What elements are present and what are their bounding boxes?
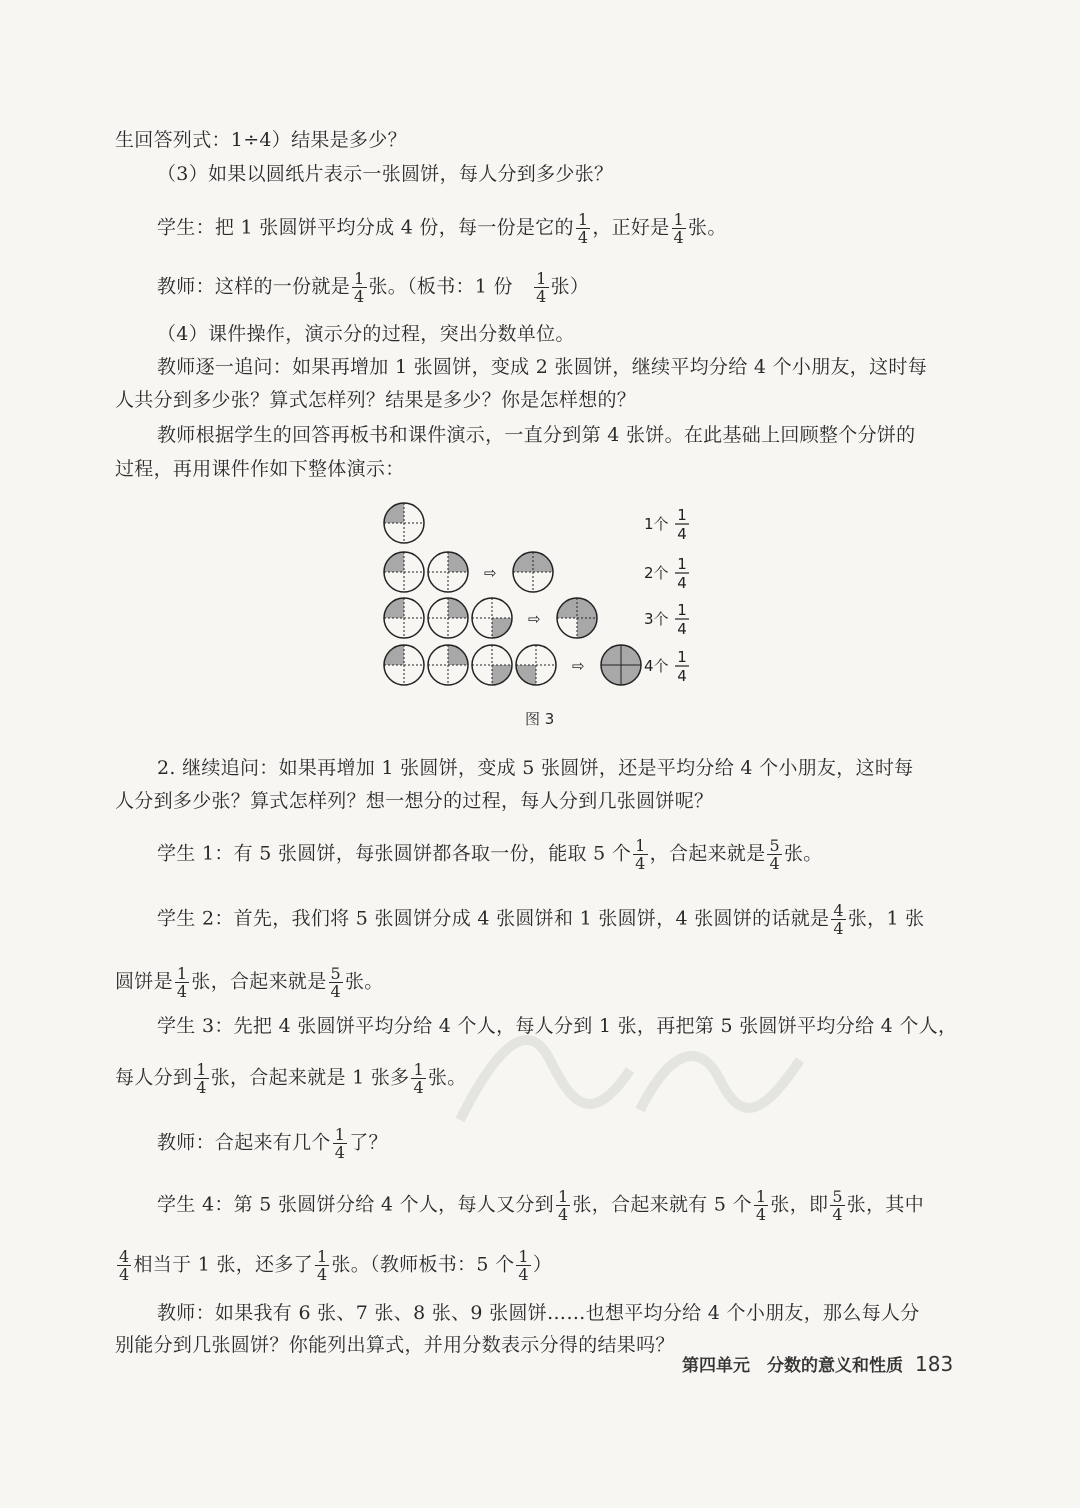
fraction bbox=[175, 965, 189, 1000]
text-line bbox=[115, 456, 405, 482]
text-line bbox=[157, 1126, 388, 1161]
fraction bbox=[315, 1248, 329, 1283]
text-line bbox=[115, 965, 384, 1000]
text-line bbox=[157, 354, 927, 380]
figure-caption: 图 3 bbox=[525, 710, 555, 728]
text-run: 圆饼是 bbox=[115, 970, 173, 993]
text-run: 过程，再用课件作如下整体演示： bbox=[115, 458, 405, 480]
numerator: 1 bbox=[557, 1187, 569, 1206]
page-number: 183 bbox=[915, 1352, 954, 1376]
numerator: 1 bbox=[196, 1060, 207, 1079]
fraction bbox=[516, 1248, 530, 1283]
numerator: 1 bbox=[536, 269, 547, 288]
count-label: 1个 bbox=[644, 515, 669, 533]
numerator: 4 bbox=[119, 1247, 130, 1266]
denominator: 4 bbox=[673, 228, 685, 247]
figure-pie-division bbox=[378, 500, 708, 696]
numerator: 4 bbox=[833, 901, 844, 920]
numerator: 1 bbox=[577, 210, 589, 229]
pie-circle bbox=[384, 503, 424, 543]
pie-circle bbox=[516, 645, 556, 685]
text-run: ） bbox=[532, 1253, 553, 1276]
fraction bbox=[194, 1061, 208, 1096]
text-run: 学生 4：第 5 张圆饼分给 4 个人，每人又分到 bbox=[157, 1193, 554, 1216]
pie-circle bbox=[428, 645, 468, 685]
numerator: 1 bbox=[176, 964, 188, 983]
text-line bbox=[115, 788, 713, 814]
fraction bbox=[352, 270, 366, 305]
denominator: 4 bbox=[119, 1265, 130, 1284]
denominator: 4 bbox=[196, 1078, 207, 1097]
numerator: 1 bbox=[635, 836, 646, 855]
text-run: 学生：把 1 张圆饼平均分成 4 份，每一份是它的 bbox=[157, 216, 574, 239]
denominator: 4 bbox=[176, 982, 188, 1001]
text-run: 张，合起来就有 5 个 bbox=[572, 1193, 752, 1216]
text-line bbox=[115, 1332, 675, 1358]
fraction bbox=[633, 837, 647, 872]
text-line bbox=[115, 387, 636, 413]
denominator: 4 bbox=[354, 287, 365, 306]
fraction bbox=[672, 211, 686, 246]
text-run: 了？ bbox=[349, 1131, 388, 1154]
unit-title: 第四单元 分数的意义和性质 bbox=[682, 1356, 903, 1376]
fraction bbox=[831, 902, 845, 937]
page-footer bbox=[682, 1351, 953, 1376]
publisher-watermark bbox=[440, 1000, 840, 1150]
text-run: ，正好是 bbox=[592, 216, 670, 239]
text-run: 张。（板书：1 份 bbox=[368, 275, 533, 298]
denominator: 4 bbox=[832, 1205, 843, 1224]
numerator: 5 bbox=[769, 836, 780, 855]
combined-pie-circle bbox=[601, 645, 641, 685]
denominator: 4 bbox=[316, 1265, 328, 1284]
text-run: 张。 bbox=[344, 970, 384, 993]
denominator: 4 bbox=[755, 1205, 767, 1224]
numerator: 1 bbox=[316, 1247, 328, 1266]
text-run: 教师：这样的一份就是 bbox=[157, 275, 351, 298]
denominator: 4 bbox=[769, 854, 780, 873]
denominator: 4 bbox=[635, 854, 646, 873]
numerator: 1 bbox=[518, 1247, 529, 1266]
text-line bbox=[115, 1248, 552, 1283]
fraction bbox=[333, 1126, 347, 1161]
text-run: （4）课件操作，演示分的过程，突出分数单位。 bbox=[157, 323, 575, 345]
fraction-numerator: 1 bbox=[677, 506, 687, 524]
text-line bbox=[157, 422, 915, 448]
text-line bbox=[157, 755, 913, 781]
text-run: 张） bbox=[550, 275, 590, 298]
count-label: 3个 bbox=[644, 610, 669, 628]
fraction bbox=[576, 211, 590, 246]
pie-circle bbox=[384, 598, 424, 638]
combined-pie-circle bbox=[557, 598, 597, 638]
text-line bbox=[157, 321, 575, 347]
denominator: 4 bbox=[518, 1265, 529, 1284]
pie-circle bbox=[384, 645, 424, 685]
count-label: 2个 bbox=[644, 564, 669, 582]
numerator: 1 bbox=[334, 1125, 346, 1144]
text-run: 教师逐一追问：如果再增加 1 张圆饼，变成 2 张圆饼，继续平均分给 4 个小朋友，这时每 bbox=[157, 356, 928, 378]
arrow-icon: ⇨ bbox=[484, 564, 497, 582]
denominator: 4 bbox=[330, 982, 341, 1001]
text-run: 张，合起来就是 1 张多 bbox=[210, 1066, 410, 1089]
text-line bbox=[157, 161, 613, 187]
fraction bbox=[754, 1188, 768, 1223]
fraction-denominator: 4 bbox=[677, 574, 687, 592]
text-run: 人共分到多少张？算式怎样列？结果是多少？你是怎样想的？ bbox=[115, 389, 637, 411]
fraction bbox=[767, 837, 781, 872]
fraction-denominator: 4 bbox=[677, 667, 687, 685]
text-line bbox=[157, 837, 823, 872]
fraction bbox=[534, 270, 548, 305]
text-run: 张。 bbox=[688, 216, 727, 239]
text-run: 学生 2：首先，我们将 5 张圆饼分成 4 张圆饼和 1 张圆饼，4 张圆饼的话就是 bbox=[157, 907, 830, 930]
denominator: 4 bbox=[536, 287, 547, 306]
text-line bbox=[157, 211, 727, 246]
text-run: 生回答列式：1÷4）结果是多少？ bbox=[115, 129, 407, 151]
fraction bbox=[117, 1248, 131, 1283]
text-run: 每人分到 bbox=[115, 1066, 193, 1089]
text-line bbox=[115, 1061, 467, 1096]
arrow-icon: ⇨ bbox=[572, 657, 585, 675]
text-line bbox=[157, 270, 589, 305]
text-run: 2. 继续追问：如果再增加 1 张圆饼，变成 5 张圆饼，还是平均分给 4 个小朋友，这时每 bbox=[157, 757, 914, 779]
denominator: 4 bbox=[334, 1143, 346, 1162]
fraction-denominator: 4 bbox=[677, 620, 687, 638]
pie-circle bbox=[472, 645, 512, 685]
text-run: （3）如果以圆纸片表示一张圆饼，每人分到多少张？ bbox=[157, 163, 614, 185]
text-run: 教师根据学生的回答再板书和课件演示，一直分到第 4 张饼。在此基础上回顾整个分饼的 bbox=[157, 424, 916, 446]
fraction-numerator: 1 bbox=[677, 648, 687, 666]
pie-circle bbox=[472, 598, 512, 638]
text-line bbox=[157, 1188, 924, 1223]
text-run: 学生 1：有 5 张圆饼，每张圆饼都各取一份，能取 5 个 bbox=[157, 842, 632, 865]
text-run: 教师：合起来有几个 bbox=[157, 1131, 331, 1154]
text-run: 教师：如果我有 6 张、7 张、8 张、9 张圆饼……也想平均分给 4 个小朋友，那么每人分 bbox=[157, 1302, 920, 1324]
text-run: 张。 bbox=[783, 842, 823, 865]
text-run: ，合起来就是 bbox=[649, 842, 766, 865]
fraction bbox=[556, 1188, 570, 1223]
text-run: 张，合起来就是 bbox=[191, 970, 327, 993]
fraction-denominator: 4 bbox=[677, 525, 687, 543]
pie-circle bbox=[428, 552, 468, 592]
combined-pie-circle bbox=[513, 552, 553, 592]
numerator: 5 bbox=[330, 964, 341, 983]
text-line bbox=[157, 902, 925, 937]
count-label: 4个 bbox=[644, 657, 669, 675]
text-run: 别能分到几张圆饼？你能列出算式，并用分数表示分得的结果吗？ bbox=[115, 1334, 675, 1356]
fraction-numerator: 1 bbox=[677, 601, 687, 619]
numerator: 5 bbox=[832, 1187, 843, 1206]
text-run: 相当于 1 张，还多了 bbox=[133, 1253, 313, 1276]
fraction-numerator: 1 bbox=[677, 555, 687, 573]
numerator: 1 bbox=[673, 210, 685, 229]
text-run: 张。（教师板书：5 个 bbox=[331, 1253, 515, 1276]
text-run: 张，其中 bbox=[846, 1193, 924, 1216]
fraction bbox=[411, 1061, 425, 1096]
denominator: 4 bbox=[833, 919, 844, 938]
pie-circle bbox=[428, 598, 468, 638]
numerator: 1 bbox=[755, 1187, 767, 1206]
text-run: 学生 3：先把 4 张圆饼平均分给 4 个人，每人分到 1 张，再把第 5 张圆饼平均分给 4 个人， bbox=[157, 1015, 958, 1037]
numerator: 1 bbox=[354, 269, 365, 288]
text-line bbox=[115, 127, 407, 153]
fraction bbox=[830, 1188, 844, 1223]
text-run: 人分到多少张？算式怎样列？想一想分的过程，每人分到几张圆饼呢？ bbox=[115, 790, 714, 812]
text-run: 张，1 张 bbox=[847, 907, 925, 930]
text-run: 张。 bbox=[427, 1066, 467, 1089]
arrow-icon: ⇨ bbox=[528, 610, 541, 628]
text-run: 张，即 bbox=[770, 1193, 829, 1216]
numerator: 1 bbox=[413, 1060, 424, 1079]
pie-circle bbox=[384, 552, 424, 592]
denominator: 4 bbox=[413, 1078, 424, 1097]
denominator: 4 bbox=[577, 228, 589, 247]
fraction bbox=[329, 965, 343, 1000]
text-line bbox=[157, 1300, 920, 1326]
denominator: 4 bbox=[557, 1205, 569, 1224]
